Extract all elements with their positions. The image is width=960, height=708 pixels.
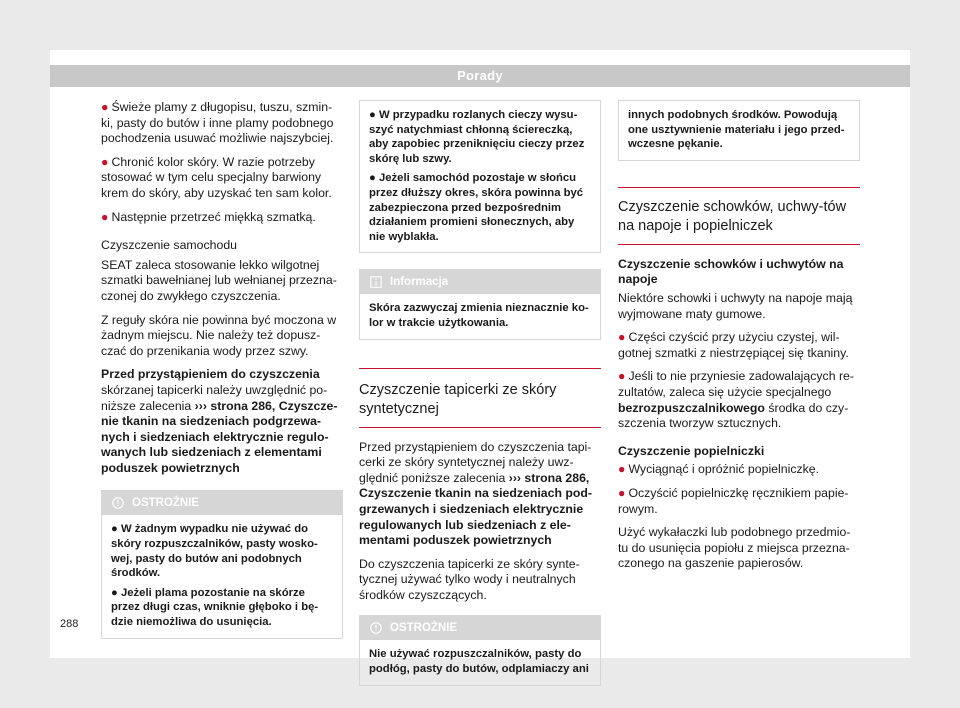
section-title: Czyszczenie tapicerki ze skóry syntetycznej <box>359 368 601 428</box>
info-body: Skóra zazwyczaj zmienia nieznacznie ko-lor w trakcie użytkowania. <box>369 302 589 329</box>
bullet-icon: ● <box>111 586 121 599</box>
subheading: Czyszczenie samochodu <box>101 238 238 253</box>
bullet-item: ● Chronić kolor skóry. W razie potrzeby stosować w tym celu specjalny barwiony krem do skóry, aby uzyskać ten sam kolor. <box>101 154 332 200</box>
warning-item: ● W przypadku rozlanych cieczy wysu-szyć natychmiast chłonną ściereczką, aby zapobiec przeniknięciu cieczy przez skórę lub szwy. <box>369 109 585 165</box>
bullet-icon: ● <box>618 369 626 384</box>
bullet-icon: ● <box>101 209 109 224</box>
bullet-icon: ● <box>111 523 121 536</box>
warning-icon <box>112 497 124 509</box>
bullet-item: ● Następnie przetrzeć miękką szmatką. <box>101 209 316 224</box>
warning-body: Nie używać rozpuszczalników, pasty do podłóg, pasty do butów, odplamiaczy ani <box>369 648 589 676</box>
warning-item: ● W żadnym wypadku nie używać do skóry rozpuszczalników, pasty wosko-wej, pasty do butów ani podobnych środków. <box>111 523 318 580</box>
paragraph: Przed przystąpieniem do czyszczenia skórzanej tapicerki należy uwzględnić po-niższe zalecenia ››› strona 286, Czyszcze-nie tkanin na siedzeniach podgrzewa-nych i siedzeniach elektrycznie regulo-wanych lub siedzeniach z elementami poduszek powietrznych <box>101 367 338 475</box>
bullet-icon: ● <box>101 100 109 114</box>
column-1 <box>101 100 343 639</box>
column-3 <box>618 100 860 580</box>
cross-reference-link[interactable]: ››› strona 286, Czyszcze-nie tkanin na siedzeniach podgrzewa-nych i siedzeniach elektrycznie regulo-wanych lub siedzeniach z elementami poduszek powietrznych <box>101 398 338 475</box>
paragraph: Użyć wykałaczki lub podobnego przedmio-tu do usunięcia popiołu z miejsca przezna-czonego na gaszenie papierosów. <box>618 525 851 571</box>
warning-icon <box>370 622 382 634</box>
cross-reference-link[interactable]: ››› strona 286, Czyszczenie tkanin na siedzeniach pod-grzewanych i siedzeniach elektrycznie regulowanych lub siedzeniach z ele-mentami poduszek powietrznych <box>359 470 593 548</box>
bullet-item: ● Jeśli to nie przyniesie zadowalających re-zultatów, zaleca się użycie specjalnego bezrozpuszczalnikowego środka do czy-szczenia tworzyw sztucznych. <box>618 369 854 431</box>
bullet-icon: ● <box>369 109 379 121</box>
paragraph: Niektóre schowki i uchwyty na napoje mają wyjmowane maty gumowe. <box>618 290 853 321</box>
warning-box-continued <box>359 100 601 253</box>
bullet-icon: ● <box>618 330 626 345</box>
warning-item: ● Jeżeli plama pozostanie na skórze przez długi czas, wniknie głęboko i bę-dzie niemożliwa do usunięcia. <box>111 586 319 629</box>
warning-body: innych podobnych środków. Powodują one usztywnienie materiału i jego przed-wczesne pękanie. <box>628 109 845 151</box>
warning-box <box>101 490 343 638</box>
warning-title: OSTROŻNIE <box>360 616 600 640</box>
paragraph: Z reguły skóra nie powinna być moczona w żadnym miejscu. Nie należy też dopusz-czać do przenikania wody przez szwy. <box>101 312 337 358</box>
info-icon <box>370 276 382 288</box>
paragraph: Do czyszczenia tapicerki ze skóry synte-tycznej używać tylko wody i neutralnych środków czyszczących. <box>359 556 580 602</box>
warning-box <box>359 615 601 685</box>
bullet-icon: ● <box>618 485 626 500</box>
info-title: Informacja <box>360 270 600 294</box>
bullet-item: ● Części czyścić przy użyciu czystej, wil-gotnej szmatki z niestrzępiącej się tkaniny. <box>618 330 849 360</box>
warning-item: ● Jeżeli samochód pozostaje w słońcu przez dłuższy okres, skóra powinna być zabezpieczona przed bezpośrednim działaniem promieni słonecznych, aby nie wyblakła. <box>369 172 584 243</box>
paragraph: SEAT zaleca stosowanie lekko wilgotnej szmatki bawełnianej lub wełnianej przezna-czonej do zwykłego czyszczenia. <box>101 257 337 303</box>
warning-title: OSTROŻNIE <box>102 491 342 515</box>
bullet-icon: ● <box>618 462 626 477</box>
info-box <box>359 269 601 339</box>
section-title: Czyszczenie schowków, uchwy-tów na napoje i popielniczek <box>618 187 860 245</box>
column-2 <box>359 100 601 686</box>
bullet-icon: ● <box>369 172 379 185</box>
bullet-item: ● Świeże plamy z długopisu, tuszu, szmin-ki, pasty do butów i inne plamy podobnego pochodzenia usuwać możliwie najszybciej. <box>101 100 334 146</box>
warning-body <box>360 101 600 252</box>
warning-box-continued <box>618 100 860 161</box>
warning-body <box>102 515 342 637</box>
subheading: Czyszczenie schowków i uchwytów na napoje <box>618 256 844 287</box>
subheading: Czyszczenie popielniczki <box>618 443 765 458</box>
bullet-item: ● Wyciągnąć i opróżnić popielniczkę. <box>618 462 820 477</box>
paragraph: Przed przystąpieniem do czyszczenia tapi-cerki ze skóry syntetycznej należy uwz-ględnić poniższe zalecenia ››› strona 286, Czyszczenie tkanin na siedzeniach pod-grzewanych i siedzeniach elektrycznie regulowanych lub siedzeniach z ele-mentami poduszek powietrznych <box>359 439 593 548</box>
page-header: Porady <box>50 65 910 87</box>
page-number: 288 <box>60 618 79 630</box>
bullet-icon: ● <box>101 154 109 169</box>
bullet-item: ● Oczyścić popielniczkę ręcznikiem papie-rowym. <box>618 485 849 516</box>
